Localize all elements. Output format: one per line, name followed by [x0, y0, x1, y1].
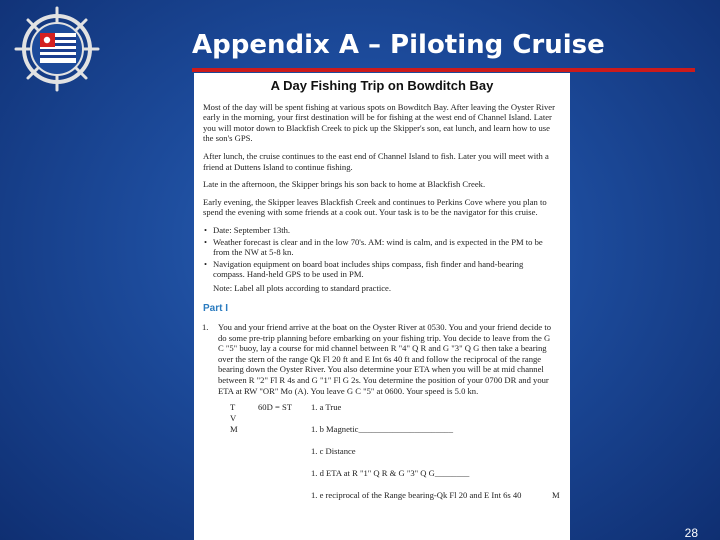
list-item: • Weather forecast is clear and in the low 70's. AM: wind is calm, and is expected in the PM to be from the NW at 5-8 kn. — [203, 237, 556, 258]
document-page — [194, 73, 570, 540]
tvm-v: V — [230, 413, 237, 424]
paragraph: After lunch, the cruise continues to the east end of Channel Island to fish. Later you will meet with a friend at Duttens Island to continue fishing. — [203, 150, 549, 172]
note-text: Note: Label all plots according to standard practice. — [213, 282, 392, 293]
answer-line: 1. d ETA at R "1" Q R & G "3" Q G________ — [311, 468, 470, 479]
paragraph: Late in the afternoon, the Skipper brings his son back to home at Blackfish Creek. — [203, 179, 486, 190]
ship-wheel-logo — [14, 6, 100, 92]
answer-line: 1. b Magnetic______________________ — [311, 424, 454, 435]
trip-details-list — [203, 225, 556, 280]
question-text: You and your friend arrive at the boat on the Oyster River at 0530. You and your friend decide to do some pre-trip planning before embarking on your fishing trip. You decide to leave from the G C "5" buoy, lay a course for mid channel between R "4" Q R and G "3" Q G then take a bearing over the stern of the range Qk Fl 20 ft and E Int 6s 40 ft and follow the reciprocal of the range bearing down the Oyster River. You also determine your ETA when you will be at mid channel between R "2" Fl R 4s and G "1" Fl G 2s. You determine the position of your 0700 DR and your ETA at RW "OR" Mo (A). You leave G C "5" at 0600. Your speed is 5.0 kn. — [218, 322, 552, 396]
answer-line: 1. a True — [311, 402, 342, 413]
tvm-t: T — [230, 402, 236, 413]
list-item: • Date: September 13th. — [203, 225, 556, 236]
part-heading: Part I — [203, 302, 229, 314]
list-item: • Navigation equipment on board boat includes ships compass, fish finder and hand-bearing compass. Hand-held GPS to be used in PM. — [203, 259, 556, 280]
paragraph: Early evening, the Skipper leaves Blackfish Creek and continues to Perkins Cove where you plan to spend the evening with some friends at a cook out. Your task is to be the navigator for this cruise. — [203, 196, 547, 218]
answer-section — [194, 402, 570, 540]
document-title: A Day Fishing Trip on Bowditch Bay — [270, 78, 494, 93]
answer-line: 1. c Distance — [311, 446, 356, 457]
slide-title: Appendix A – Piloting Cruise — [192, 30, 605, 60]
question — [202, 322, 556, 396]
paragraph: Most of the day will be spent fishing at various spots on Bowditch Bay. After leaving the Oyster River early in the morning, your first destination will be for fishing at the west end of Channel Island. Later you will motor down to Blackfish Creek to pick up the Skipper's son, eat lunch, and learn how to use the son's GPS. — [203, 101, 555, 144]
answer-line: 1. e reciprocal of the Range bearing-Qk Fl 20 and E Int 6s 40 — [311, 490, 522, 501]
speed-time-formula: 60D = ST — [258, 402, 292, 413]
answer-unit: M — [552, 490, 560, 501]
question-number: 1. — [202, 322, 209, 333]
page-number: 28 — [684, 526, 698, 540]
title-underline — [192, 68, 695, 72]
tvm-m: M — [230, 424, 238, 435]
